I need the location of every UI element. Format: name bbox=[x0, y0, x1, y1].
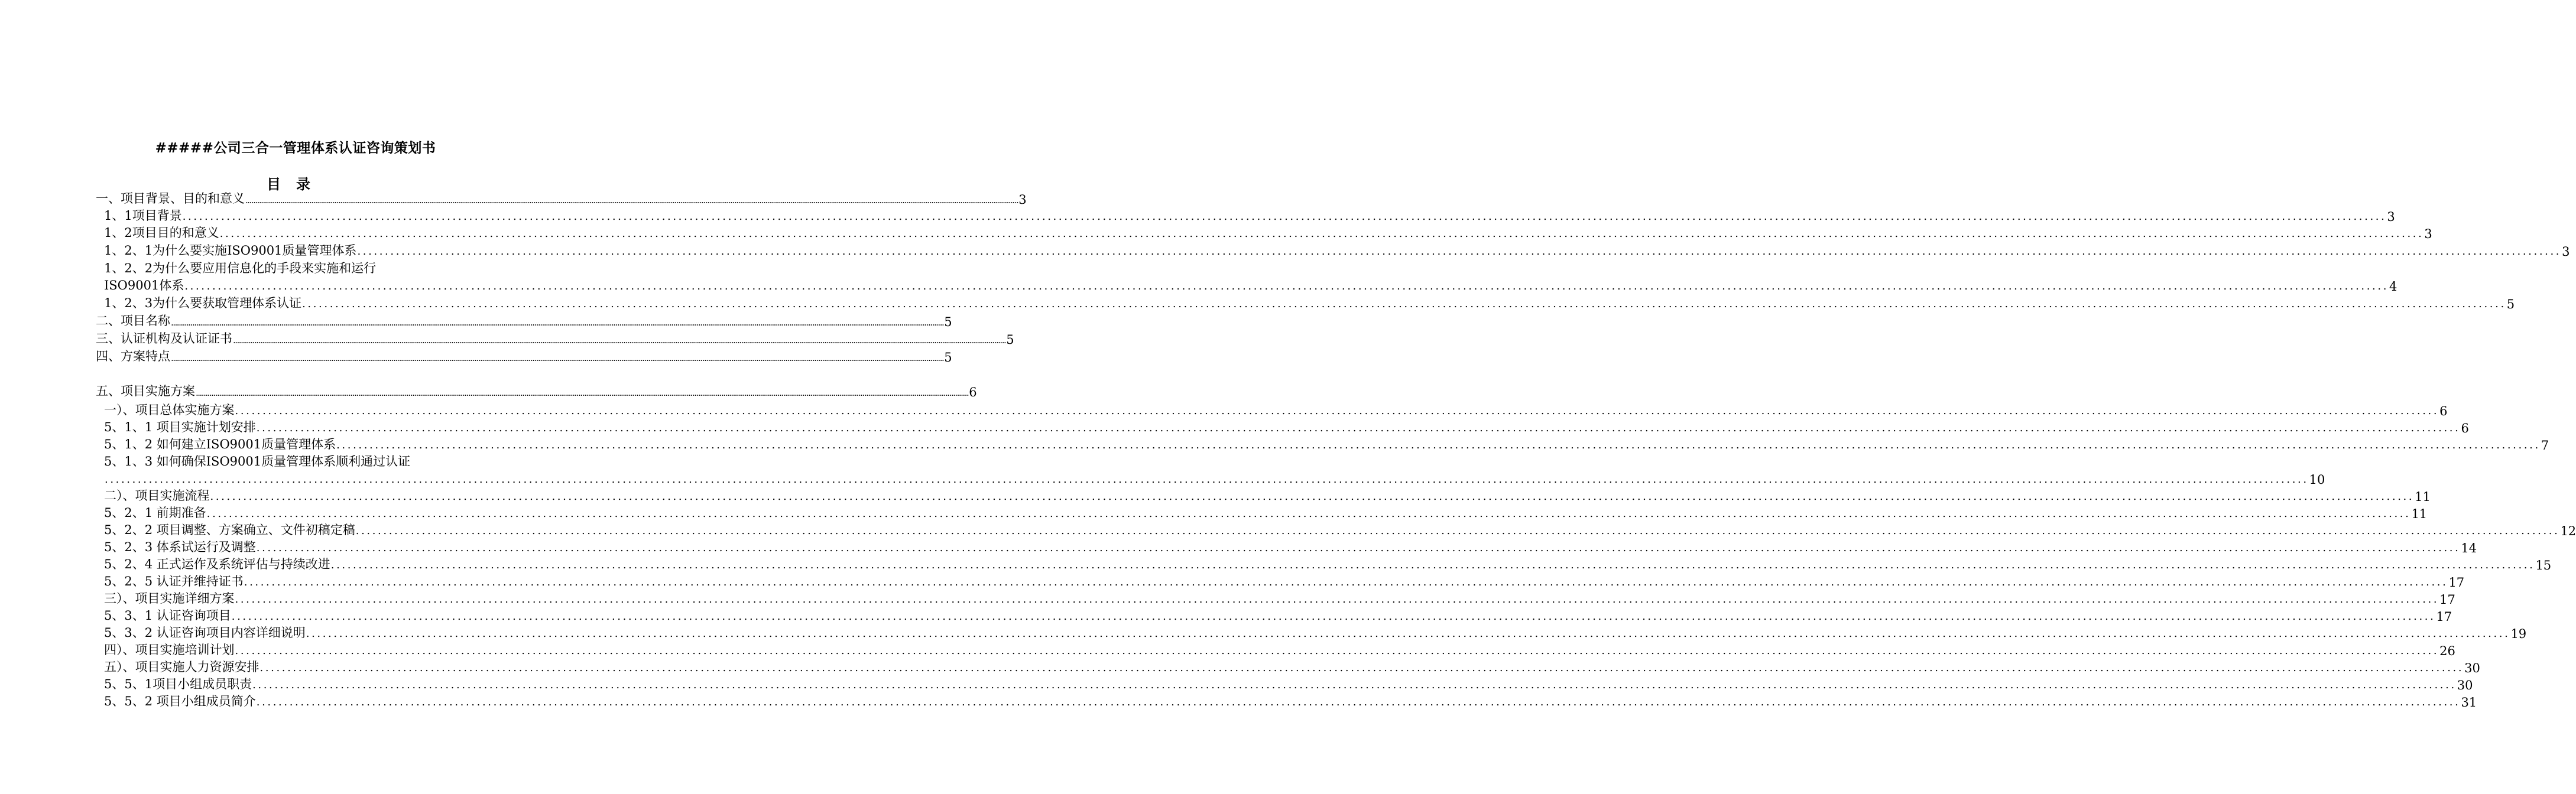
toc-leader-dots: ................................................................................................................................................................................................................................................................................................................................................................................................................ bbox=[252, 679, 2457, 691]
toc-entry-page-number: 10 bbox=[2309, 473, 2325, 487]
toc-leader-dots: ................................................................................................................................................................................................................................................................................................................................................................................................................ bbox=[105, 473, 2309, 486]
toc-entry-page-number: 30 bbox=[2457, 678, 2473, 692]
toc-entry[interactable] bbox=[104, 436, 2549, 453]
toc-entry-label: 1、2、2为什么要应用信息化的手段来实施和运行 bbox=[104, 261, 377, 275]
document-title: #####公司三合一管理体系认证咨询策划书 bbox=[155, 141, 436, 156]
toc-entry[interactable] bbox=[96, 313, 952, 329]
toc-leader-dots: ................................................................................................................................................................................................................................................................................................................................................................................................................ bbox=[171, 317, 944, 328]
toc-entry-page-number: 17 bbox=[2439, 593, 2455, 607]
toc-leader-dots: ................................................................................................................................................................................................................................................................................................................................................................................................................ bbox=[259, 662, 2464, 674]
toc-entry-label: 5、3、1 认证咨询项目 bbox=[104, 608, 231, 623]
toc-entry[interactable] bbox=[104, 224, 2432, 241]
toc-entry-label: 二、项目名称 bbox=[96, 314, 170, 328]
toc-entry-page-number: 26 bbox=[2439, 644, 2455, 658]
toc-entry[interactable] bbox=[104, 522, 2576, 538]
toc-entry[interactable] bbox=[104, 419, 2469, 435]
toc-leader-dots: ................................................................................................................................................................................................................................................................................................................................................................................................................ bbox=[219, 227, 2424, 240]
toc-leader-dots: ................................................................................................................................................................................................................................................................................................................................................................................................................ bbox=[171, 353, 944, 363]
toc-entry-label: 一）、项目总体实施方案 bbox=[104, 403, 235, 417]
toc-entry[interactable] bbox=[104, 607, 2452, 624]
toc-entry-label: 1、2、3为什么要获取管理体系认证 bbox=[104, 296, 302, 310]
toc-entry-label: 五）、项目实施人力资源安排 bbox=[104, 660, 259, 674]
toc-entry[interactable] bbox=[104, 590, 2455, 607]
toc-entry-page-number: 5 bbox=[1006, 333, 1014, 347]
toc-entry-label: 1、2、1为什么要实施ISO9001质量管理体系 bbox=[104, 243, 357, 258]
toc-entry-page-number: 3 bbox=[1018, 193, 1027, 207]
toc-leader-dots: ................................................................................................................................................................................................................................................................................................................................................................................................................ bbox=[256, 422, 2461, 434]
toc-leader-dots: ................................................................................................................................................................................................................................................................................................................................................................................................................ bbox=[210, 490, 2415, 503]
toc-entry-page-number: 6 bbox=[2439, 404, 2448, 418]
toc-entry-page-number: 17 bbox=[2448, 575, 2465, 590]
toc-entry[interactable] bbox=[104, 556, 2552, 572]
toc-entry[interactable] bbox=[104, 642, 2455, 658]
toc-entry-label: 四）、项目实施培训计划 bbox=[104, 643, 235, 657]
toc-entry-page-number: 11 bbox=[2415, 490, 2431, 504]
toc-entry[interactable] bbox=[104, 402, 2448, 418]
toc-leader-dots: ................................................................................................................................................................................................................................................................................................................................................................................................................ bbox=[330, 559, 2535, 571]
toc-entry[interactable] bbox=[104, 693, 2477, 710]
toc-entry-label: 5、2、3 体系试运行及调整 bbox=[104, 540, 256, 554]
toc-entry[interactable] bbox=[104, 242, 2570, 259]
toc-entry-page-number: 3 bbox=[2562, 245, 2570, 259]
toc-entry-label: 二）、项目实施流程 bbox=[104, 489, 210, 503]
toc-entry-label: 5、1、3 如何确保ISO9001质量管理体系顺利通过认证 bbox=[104, 454, 411, 468]
toc-entry-label: 5、5、1项目小组成员职责 bbox=[104, 677, 252, 691]
toc-entry[interactable] bbox=[104, 624, 2527, 641]
toc-entry-label: 5、2、2 项目调整、方案确立、文件初稿定稿 bbox=[104, 523, 355, 537]
toc-leader-dots: ................................................................................................................................................................................................................................................................................................................................................................................................................ bbox=[336, 439, 2541, 451]
toc-heading: 目录 bbox=[267, 176, 326, 193]
toc-entry-page-number: 6 bbox=[2461, 421, 2469, 435]
toc-entry-page-number: 14 bbox=[2461, 541, 2477, 555]
toc-leader-dots: ................................................................................................................................................................................................................................................................................................................................................................................................................ bbox=[182, 210, 2387, 223]
toc-entry[interactable] bbox=[104, 676, 2473, 692]
toc-leader-dots: ................................................................................................................................................................................................................................................................................................................................................................................................................ bbox=[235, 593, 2439, 606]
toc-entry-page-number: 5 bbox=[944, 315, 952, 329]
toc-entry-label: 三）、项目实施详细方案 bbox=[104, 591, 235, 606]
toc-entry-label: 一、项目背景、目的和意义 bbox=[96, 191, 245, 206]
toc-entry-label: 四、方案特点 bbox=[96, 349, 170, 363]
toc-entry-page-number: 30 bbox=[2464, 661, 2480, 675]
toc-entry[interactable] bbox=[104, 260, 476, 276]
toc-leader-dots: ................................................................................................................................................................................................................................................................................................................................................................................................................ bbox=[256, 542, 2461, 554]
toc-entry[interactable] bbox=[104, 659, 2480, 675]
toc-entry[interactable] bbox=[104, 505, 2428, 521]
toc-entry-page-number: 3 bbox=[2424, 227, 2432, 241]
toc-leader-dots: ................................................................................................................................................................................................................................................................................................................................................................................................................ bbox=[244, 576, 2448, 588]
toc-leader-dots: ................................................................................................................................................................................................................................................................................................................................................................................................................ bbox=[235, 645, 2439, 657]
toc-entry[interactable] bbox=[104, 277, 2397, 294]
toc-entry-label: 1、1项目背景 bbox=[104, 209, 182, 223]
toc-entry-label: 5、2、4 正式运作及系统评估与持续改进 bbox=[104, 557, 330, 571]
toc-entry-label: 5、5、2 项目小组成员简介 bbox=[104, 694, 256, 708]
toc-leader-dots: ................................................................................................................................................................................................................................................................................................................................................................................................................ bbox=[196, 388, 969, 398]
toc-entry[interactable] bbox=[104, 207, 2395, 224]
toc-entry-label: 5、2、5 认证并维持证书 bbox=[104, 574, 244, 588]
toc-entry-label: 1、2项目目的和意义 bbox=[104, 226, 219, 240]
toc-entry[interactable] bbox=[96, 348, 952, 365]
toc-entry[interactable] bbox=[104, 539, 2477, 555]
toc-entry[interactable] bbox=[96, 330, 1014, 347]
toc-entry[interactable] bbox=[104, 295, 2515, 311]
toc-entry-page-number: 5 bbox=[944, 350, 952, 365]
toc-entry-label: ISO9001体系 bbox=[104, 278, 184, 292]
toc-entry-page-number: 11 bbox=[2411, 507, 2428, 521]
toc-entry-label: 五、项目实施方案 bbox=[96, 384, 195, 398]
toc-leader-dots: ................................................................................................................................................................................................................................................................................................................................................................................................................ bbox=[206, 507, 2411, 520]
toc-entry-page-number: 17 bbox=[2436, 610, 2452, 624]
toc-leader-dots: ................................................................................................................................................................................................................................................................................................................................................................................................................ bbox=[256, 696, 2461, 708]
toc-leader-dots: ................................................................................................................................................................................................................................................................................................................................................................................................................ bbox=[302, 298, 2506, 310]
toc-entry[interactable] bbox=[96, 383, 977, 399]
toc-leader-dots: ................................................................................................................................................................................................................................................................................................................................................................................................................ bbox=[355, 525, 2560, 537]
toc-entry[interactable] bbox=[104, 573, 2465, 590]
toc-leader-dots: ................................................................................................................................................................................................................................................................................................................................................................................................................ bbox=[233, 335, 1006, 346]
toc-entry-page-number: 3 bbox=[2387, 210, 2395, 224]
toc-entry-label: 5、3、2 认证咨询项目内容详细说明 bbox=[104, 626, 306, 640]
toc-leader-dots: ................................................................................................................................................................................................................................................................................................................................................................................................................ bbox=[357, 245, 2562, 258]
toc-entry-page-number: 7 bbox=[2541, 438, 2549, 453]
toc-entry-page-number: 15 bbox=[2535, 558, 2552, 572]
toc-leader-dots: ................................................................................................................................................................................................................................................................................................................................................................................................................ bbox=[231, 610, 2436, 623]
toc-entry-label: 5、2、1 前期准备 bbox=[104, 506, 206, 520]
toc-entry-page-number: 5 bbox=[2506, 297, 2515, 311]
toc-leader-dots: ................................................................................................................................................................................................................................................................................................................................................................................................................ bbox=[235, 405, 2439, 417]
toc-leader-dots: ................................................................................................................................................................................................................................................................................................................................................................................................................ bbox=[245, 195, 1018, 206]
toc-leader-dots: ................................................................................................................................................................................................................................................................................................................................................................................................................ bbox=[184, 280, 2389, 292]
toc-entry-page-number: 4 bbox=[2389, 279, 2397, 294]
toc-entry[interactable] bbox=[104, 487, 2431, 504]
toc-entry-page-number: 19 bbox=[2510, 627, 2527, 641]
toc-entry[interactable] bbox=[104, 453, 476, 470]
toc-entry-label: 5、1、1 项目实施计划安排 bbox=[104, 420, 256, 434]
toc-entry-page-number: 12 bbox=[2560, 524, 2576, 538]
toc-entry-label: 三、认证机构及认证证书 bbox=[96, 331, 232, 346]
toc-leader-dots: ................................................................................................................................................................................................................................................................................................................................................................................................................ bbox=[306, 627, 2510, 640]
toc-entry[interactable] bbox=[96, 190, 1027, 207]
toc-entry-label: 5、1、2 如何建立ISO9001质量管理体系 bbox=[104, 437, 336, 451]
toc-entry[interactable] bbox=[104, 470, 2325, 487]
toc-entry-page-number: 31 bbox=[2461, 695, 2477, 710]
toc-entry-page-number: 6 bbox=[969, 385, 977, 399]
